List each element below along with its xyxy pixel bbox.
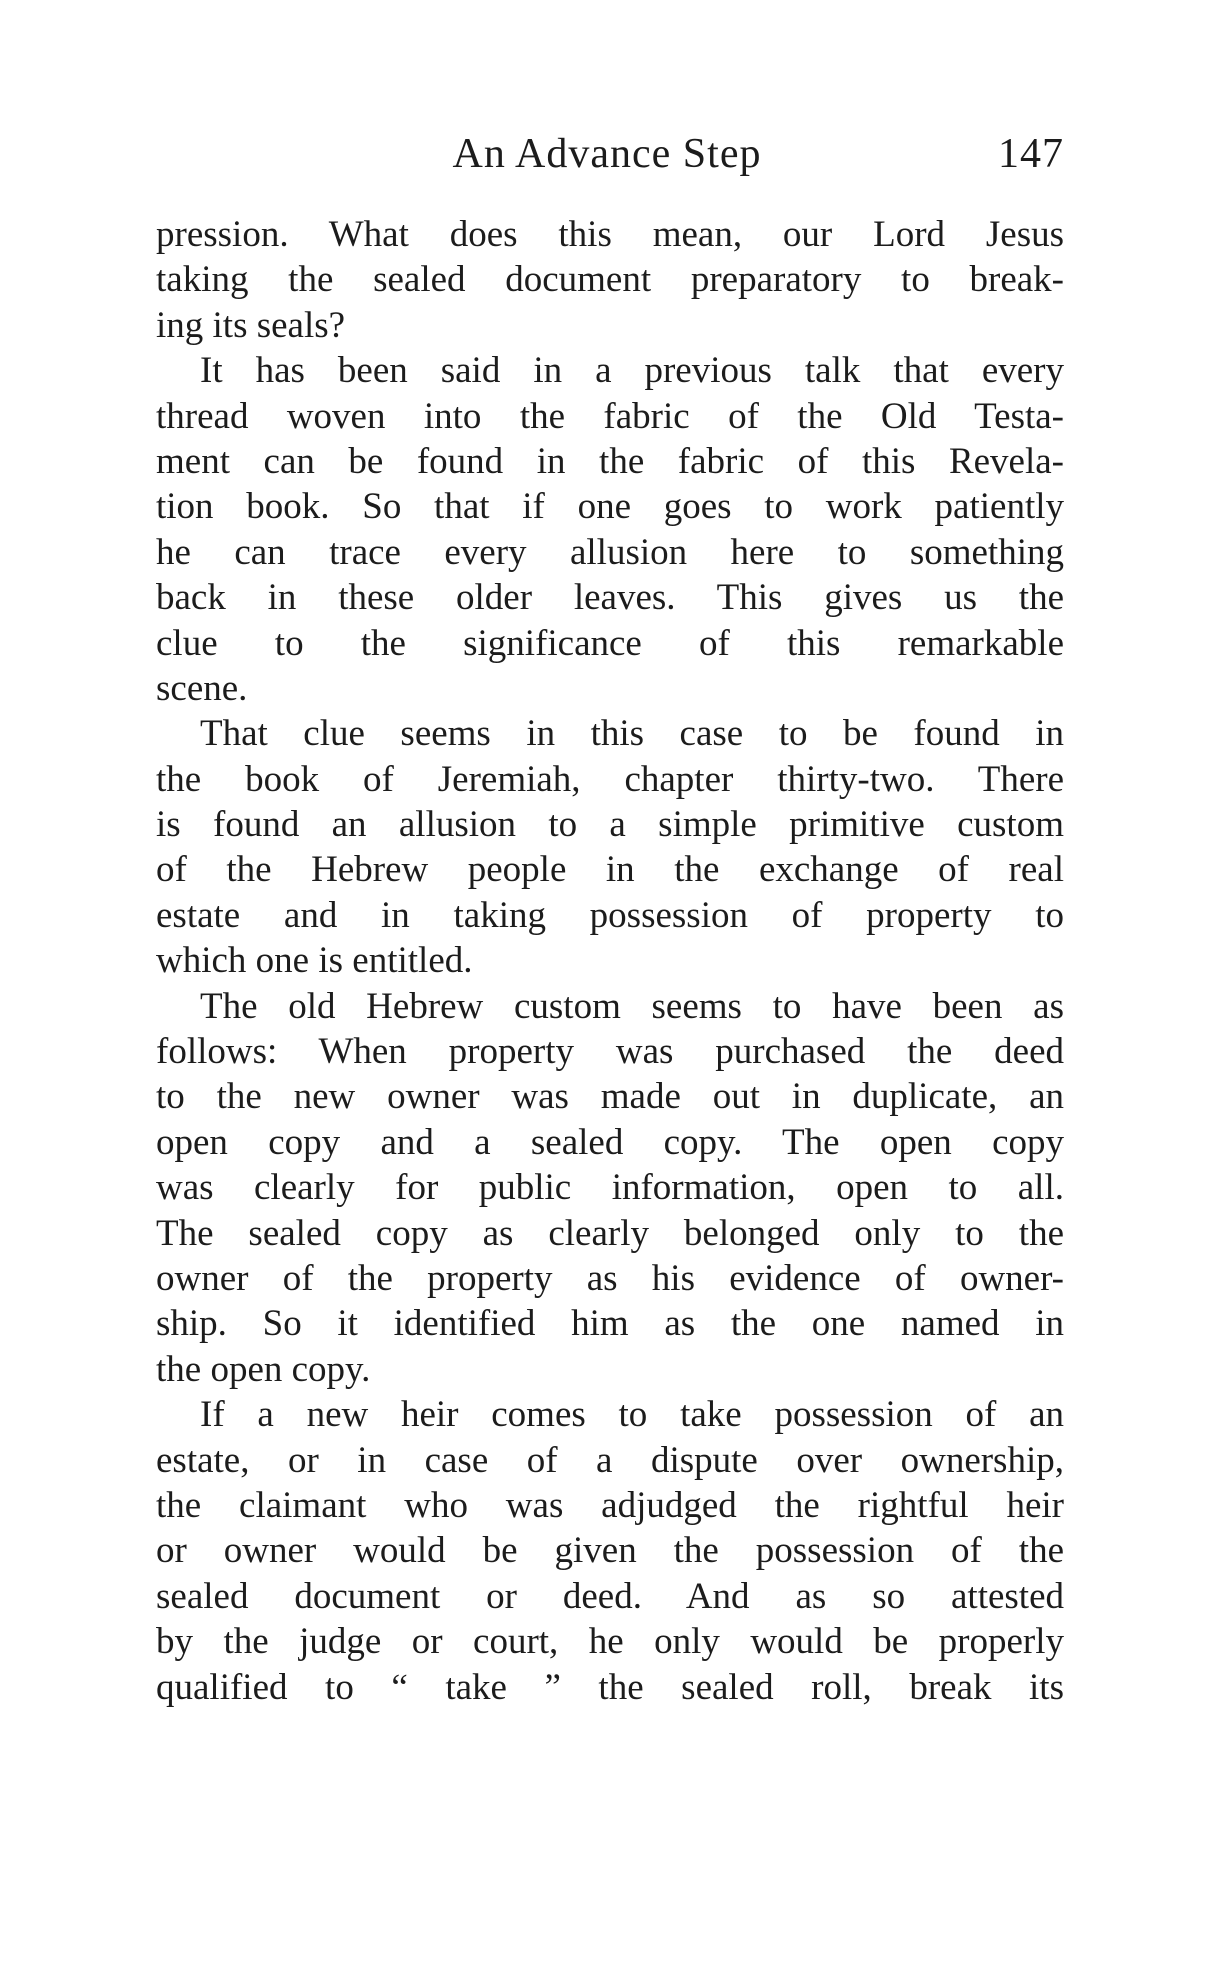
text-line: he can trace every allusion here to something [156,531,1064,573]
text-line: sealed document or deed. And as so attested [156,1575,1064,1617]
text-line: is found an allusion to a simple primitive custom [156,804,1064,846]
text-line: or owner would be given the possession of the [156,1530,1064,1572]
text-line: of the Hebrew people in the exchange of real [156,849,1064,891]
text-line: estate, or in case of a dispute over ownership, [156,1439,1064,1481]
text-line: the book of Jeremiah, chapter thirty-two. There [156,758,1064,800]
text-line: to the new owner was made out in duplicate, an [156,1076,1064,1118]
text-line: scene. [156,667,248,709]
body-text [156,212,1064,1710]
text-line: qualified to “ take ” the sealed roll, break its [156,1666,1064,1708]
text-line: back in these older leaves. This gives us the [156,577,1064,619]
text-line: ment can be found in the fabric of this Revela- [156,440,1064,482]
paragraph-first-line: It has been said in a previous talk that every [200,350,1064,392]
text-line: the open copy. [156,1348,371,1390]
text-line: was clearly for public information, open to all. [156,1167,1064,1209]
paragraph-first-line: The old Hebrew custom seems to have been as [200,985,1064,1027]
text-line: tion book. So that if one goes to work patiently [156,486,1064,528]
text-line: the claimant who was adjudged the rightful heir [156,1484,1064,1526]
text-line: pression. What does this mean, our Lord Jesus [156,214,1064,255]
text-line: taking the sealed document preparatory to break- [156,259,1064,301]
text-line: which one is entitled. [156,940,473,982]
running-head [150,130,1064,190]
running-title: An Advance Step [452,131,762,177]
page-number: 147 [998,131,1064,177]
text-line: ing its seals? [156,304,346,346]
text-line: follows: When property was purchased the deed [156,1031,1064,1073]
text-line: by the judge or court, he only would be properly [156,1621,1064,1663]
paragraph-first-line: That clue seems in this case to be found in [200,713,1064,755]
text-line: The sealed copy as clearly belonged only to the [156,1212,1064,1254]
text-line: owner of the property as his evidence of owner- [156,1257,1064,1299]
text-line: thread woven into the fabric of the Old Testa- [156,395,1064,437]
text-line: ship. So it identified him as the one named in [156,1303,1064,1345]
paragraph-first-line: If a new heir comes to take possession of an [200,1394,1064,1436]
text-line: clue to the significance of this remarkable [156,622,1064,664]
text-line: estate and in taking possession of property to [156,894,1064,936]
text-line: open copy and a sealed copy. The open copy [156,1121,1064,1163]
